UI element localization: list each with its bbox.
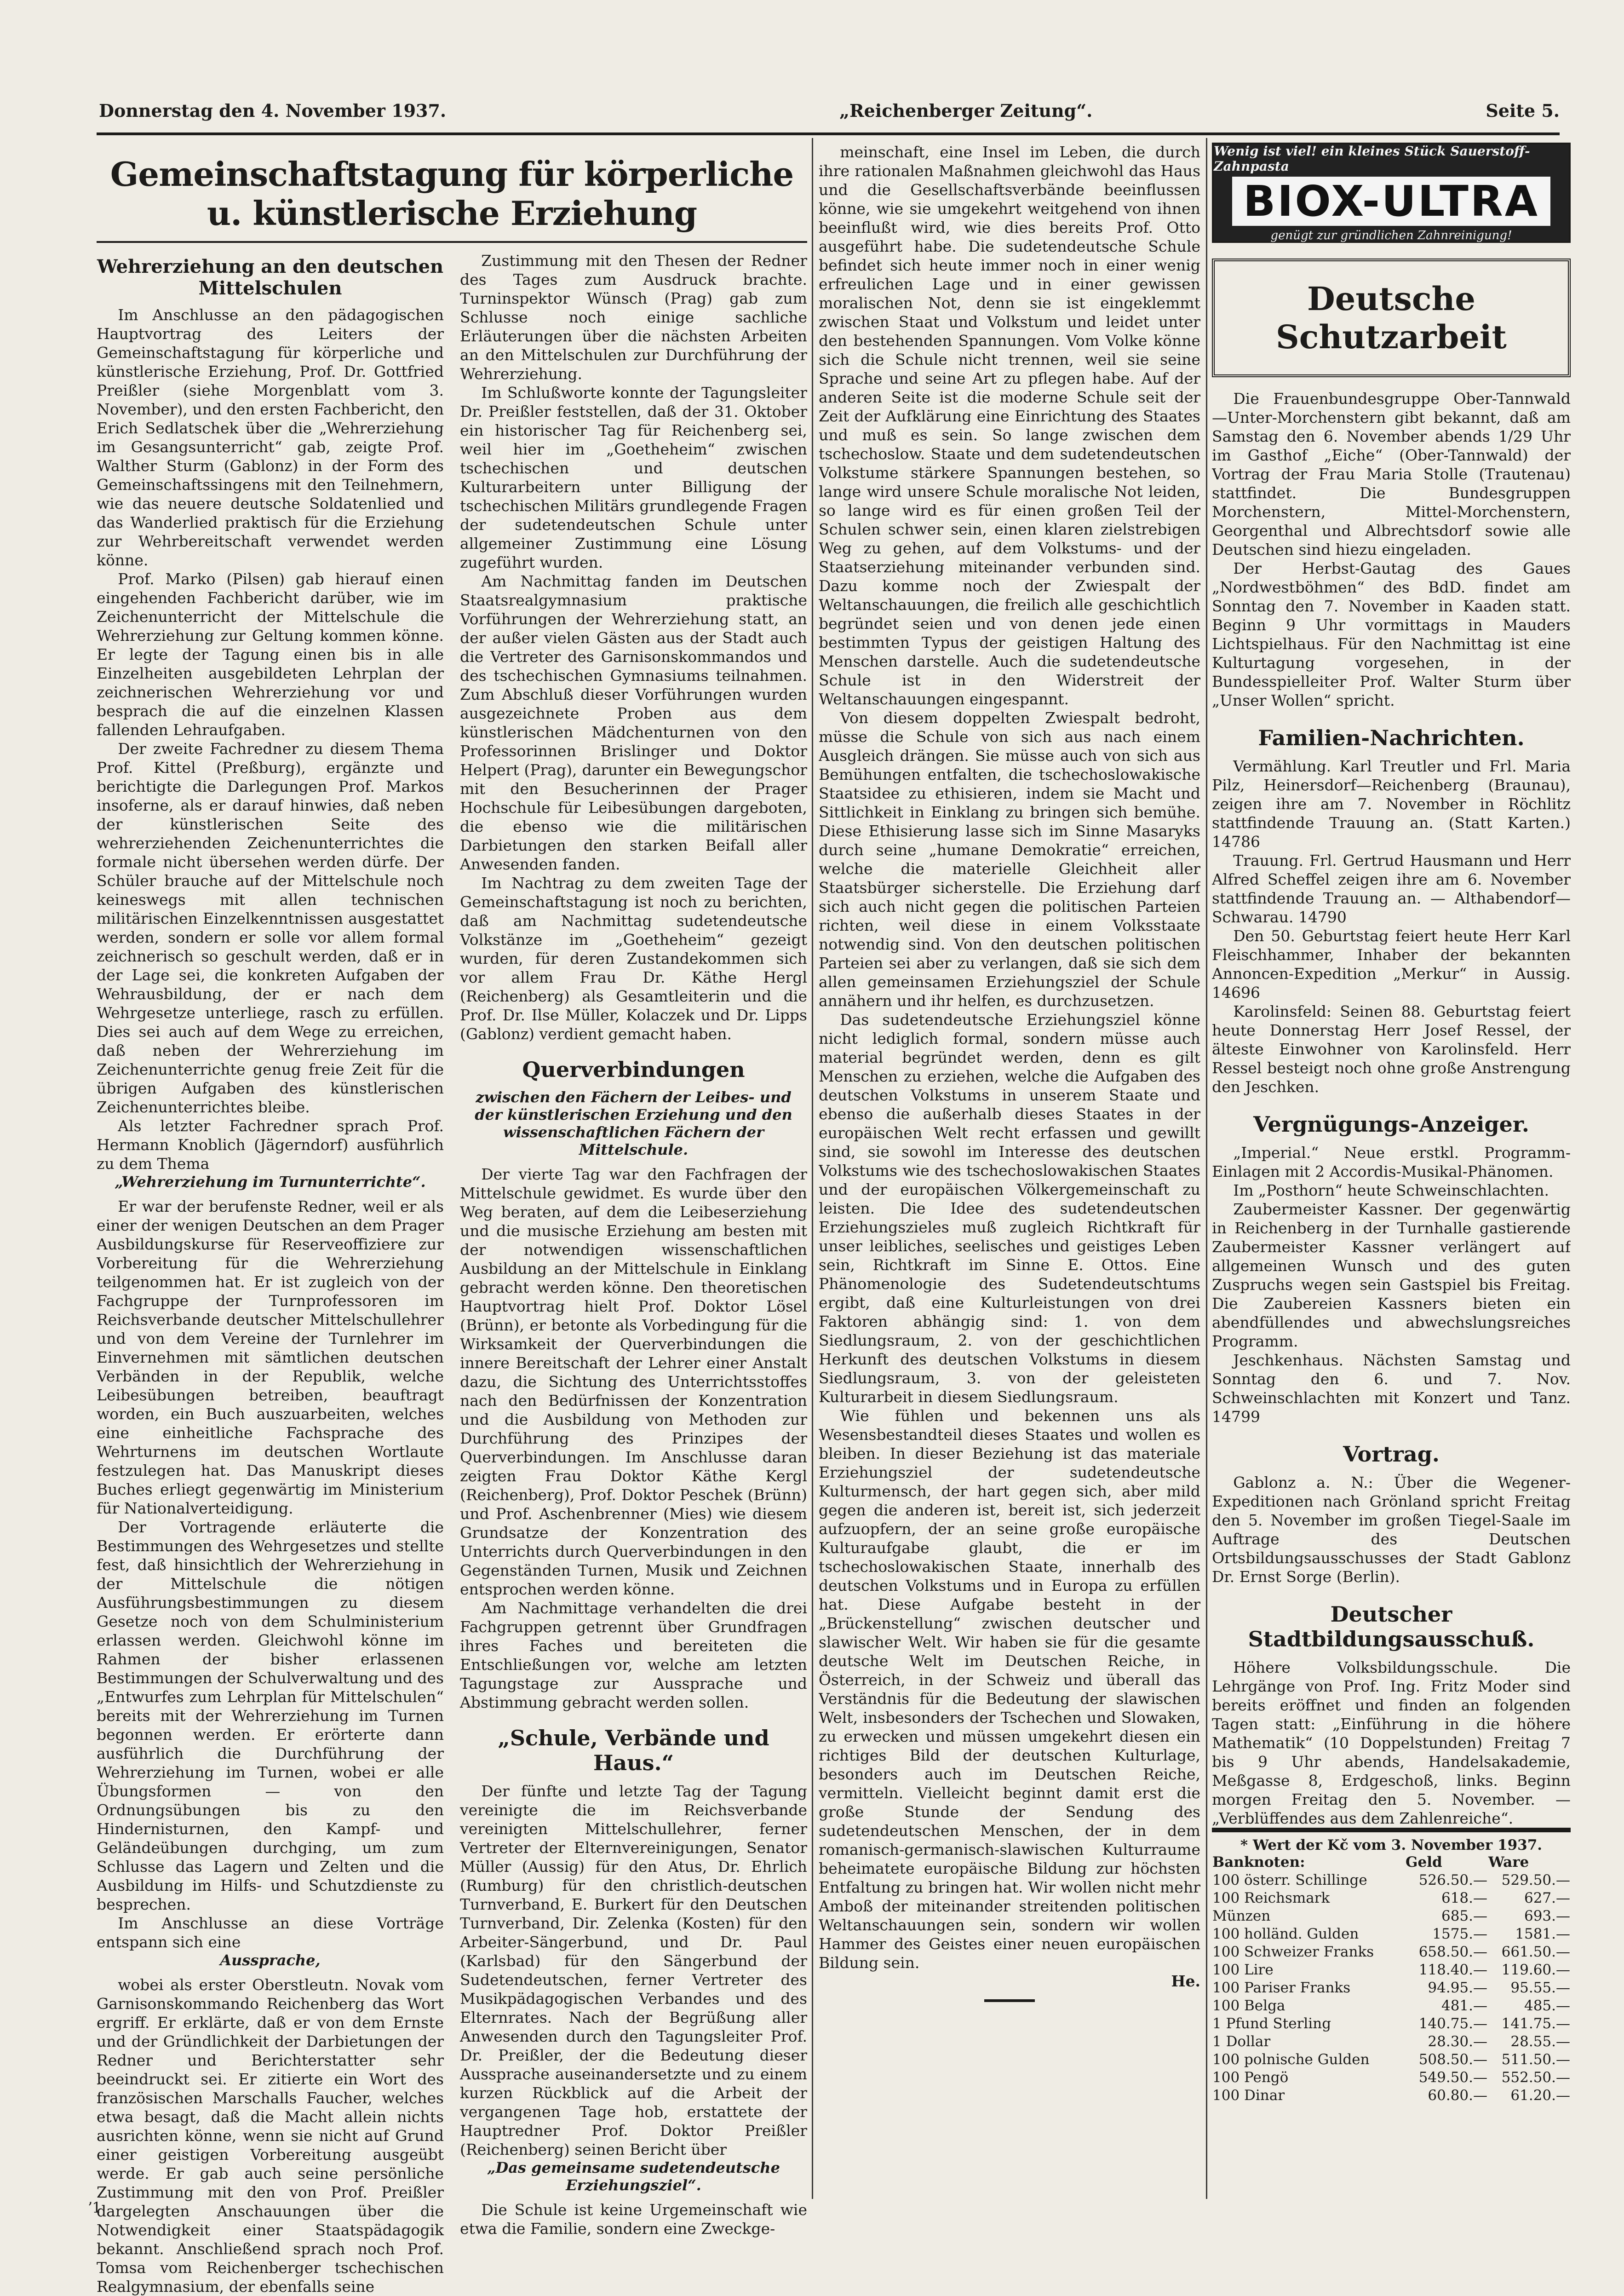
article-paragraph: Am Nachmittag fanden im Deutschen Staatsrealgymnasium praktische Vorführungen der Wehrerziehung statt, an der außer vielen Gästen aus der Stadt auch die Vertreter des Garnisonskommandos und des tschechischen Gymnasiums teilnahmen. Zum Abschluß dieser Vorführungen wurden ausgezeichnete Proben aus dem künstlerischen Mädchenturnen von den Professorinnen Brislinger und Doktor Helpert (Prag), darunter ein Bewegungschor mit den Besucherinnen der Prager Hochschule für Leibesübungen dargeboten, die ebenso wie die militärischen Darbietungen den starken Beifall aller Anwesenden fanden. bbox=[460, 572, 807, 873]
table-row bbox=[1212, 1925, 1571, 1943]
table-row bbox=[1212, 2087, 1571, 2105]
article-paragraph: Im Nachtrag zu dem zweiten Tage der Gemeinschaftstagung ist noch zu berichten, daß am Nachmittag sudetendeutsche Volkstänze im „Goetheheim“ gezeigt wurden, für deren Zustandekommen sich vor allem Frau Dr. Käthe Hergl (Reichenberg) als Gesamtleiterin und die Prof. Dr. Ilse Müller, Kolaczek und Dr. Lipps (Gablonz) verdient gemacht haben. bbox=[460, 874, 807, 1043]
article-paragraph: Wie fühlen und bekennen uns als Wesensbestandteil dieses Staates und wollen es bleiben. In dieser Beziehung ist das materiale Erziehungsziel der sudetendeutsche Kulturmensch, der hart gegen sich, aber mild gegen die anderen ist, bereit ist, sich jederzeit aufzuopfern, der an seine große europäische Kulturaufgabe glaubt, die er im tschechoslowakischen Staate, innerhalb des deutschen Volkstums und in Europa zu erfüllen hat. Diese Aufgabe besteht in der „Brückenstellung“ zwischen deutscher und slawischer Welt. Wir haben sie für die gesamte deutsche Welt im Deutschen Reiche, in Österreich, in der Schweiz und überall das Verständnis für die Bedeutung der slawischen Welt, insbesonders der Tschechen und Slowaken, zu erwecken und müssen umgekehrt diesen ein richtiges Bild der deutschen Kulturlage, besonders auch im Deutschen Reiche, vermitteln. Vielleicht beginnt damit erst die große Stunde der Sendung des sudetendeutschen Menschen, der in dem romanisch-germanisch-slawischen Kulturraume beheimatete europäische Bildung zur höchsten Entfaltung zu bringen hat. Wir wollen nicht mehr Amboß der miteinander streitenden politischen Weltanschauungen sein, sondern wir wollen Hammer des Geistes einer neuen europäischen Bildung sein. bbox=[819, 1407, 1200, 1972]
schutzarbeit-title: Deutsche Schutzarbeit bbox=[1212, 259, 1571, 377]
column-divider bbox=[812, 138, 813, 2199]
family-news-title: Familien-Nachrichten. bbox=[1258, 725, 1525, 750]
notice-paragraph: Den 50. Geburtstag feiert heute Herr Karl Fleischhammer, Inhaber der bekannten Annoncen-Expedition „Merkur“ in Aussig. 14696 bbox=[1212, 927, 1571, 1001]
article-paragraph: Er war der berufenste Redner, weil er als einer der wenigen Deutschen an dem Prager Ausbildungskurse für Reserveoffiziere zur Vorbereitung für die Wehrerziehung teilgenommen hat. Er ist zugleich von der Fachgruppe der Turnprofessoren im Reichsverbande deutscher Mittelschullehrer und von dem Vereine der Turnlehrer im Einvernehmen mit sämtlichen deutschen Verbänden in der Republik, welche Leibesübungen betreiben, beauftragt worden, ein Buch auszuarbeiten, welches eine einheitliche Fachsprache des Wehrturnens im deutschen Wortlaute festzulegen hat. Das Manuskript dieses Buches erliegt gegenwärtig im Ministerium für Nationalverteidigung. bbox=[97, 1197, 444, 1517]
ad-slogan: Wenig ist viel! ein kleines Stück Sauerstoff-Zahnpasta bbox=[1214, 143, 1530, 174]
author-signoff: He. bbox=[1171, 1972, 1200, 1990]
header-date: Donnerstag den 4. November 1937. bbox=[99, 100, 447, 121]
rate-sell: 61.20.— bbox=[1510, 2087, 1570, 2104]
rate-buy: 60.80.— bbox=[1428, 2087, 1488, 2104]
section-heading: „Schule, Verbände und Haus.“ bbox=[498, 1726, 769, 1775]
rate-buy: 28.30.— bbox=[1428, 2033, 1488, 2050]
section-heading: Querverbindungen bbox=[522, 1057, 745, 1082]
rate-buy: 508.50.— bbox=[1418, 2051, 1488, 2068]
rate-name: 1 Dollar bbox=[1212, 2033, 1271, 2050]
column-divider bbox=[1206, 138, 1207, 2199]
rate-sell: 627.— bbox=[1524, 1890, 1570, 1906]
rate-name: 100 österr. Schillinge bbox=[1212, 1872, 1367, 1888]
rate-name: Münzen bbox=[1212, 1908, 1271, 1924]
exchange-rates-table bbox=[1212, 1853, 1571, 2105]
article-paragraph: Im Anschlusse an diese Vorträge entspann sich eine bbox=[97, 1914, 444, 1951]
table-header-row bbox=[1212, 1853, 1571, 1871]
exchange-rates-title: * Wert der Kč vom 3. November 1937. bbox=[1212, 1828, 1571, 1853]
notice-paragraph: „Imperial.“ Neue erstkl. Programm-Einlagen mit 2 Accordis-Musikal-Phänomen. bbox=[1212, 1144, 1571, 1180]
notice-paragraph: Trauung. Frl. Gertrud Hausmann und Herr Alfred Scheffel zeigen ihre am 6. November stattfindende Trauung an. — Althabendorf—Schwarau. 14790 bbox=[1212, 852, 1571, 926]
rate-buy: 94.95.— bbox=[1428, 1980, 1488, 1996]
rate-name: 1 Pfund Sterling bbox=[1212, 2015, 1331, 2032]
main-article bbox=[97, 143, 807, 2296]
corner-mark: ʼ1 bbox=[87, 2199, 102, 2216]
notice-paragraph: Gablonz a. N.: Über die Wegener-Expeditionen nach Grönland spricht Freitag den 5. November im großen Tiegel-Saale im Auftrage des Deutschen Ortsbildungsausschusses der Stadt Gablonz Dr. Ernst Sorge (Berlin). bbox=[1212, 1473, 1571, 1586]
article-paragraph: Die Schule ist keine Urgemeinschaft wie etwa die Familie, sondern eine Zweckge- bbox=[460, 2201, 807, 2238]
article-paragraph: Am Nachmittage verhandelten die drei Fachgruppen getrennt über Grundfragen ihres Faches und bereiteten die Entschließungen vor, welche am letzten Tagungstage zur Aussprache und Abstimmung gebracht werden sollen. bbox=[460, 1599, 807, 1711]
notice-paragraph: Höhere Volksbildungsschule. Die Lehrgänge von Prof. Ing. Fritz Moder sind bereits eröffnet und finden an folgenden Tagen statt: „Einführung in die höhere Mathematik“ (10 Doppelstunden) Freitag 7 bis 9 Uhr abends, Handelsakademie, Meßgasse 8, Erdgeschoß, links. Beginn morgen Freitag den 5. November. — „Verblüffendes aus dem Zahlenreiche“. bbox=[1212, 1658, 1571, 1827]
rate-buy: 481.— bbox=[1441, 1997, 1488, 2014]
table-row bbox=[1212, 1907, 1571, 1925]
toothpaste-advertisement bbox=[1212, 143, 1571, 243]
rate-sell: 95.55.— bbox=[1510, 1980, 1570, 1996]
ad-tagline: genügt zur gründlichen Zahnreinigung! bbox=[1270, 228, 1512, 242]
rate-sell: 485.— bbox=[1524, 1997, 1570, 2014]
header-page-number: Seite 5. bbox=[1486, 100, 1560, 121]
article-paragraph: Das sudetendeutsche Erziehungsziel könne nicht lediglich formal, sondern müsse auch material begründet werden, denn es gilt Menschen zu erziehen, welche die Aufgaben des deutschen Volkstums in unserem Staate und ebenso die außerhalb dieses Staates in der europäischen Welt recht erfassen und gewillt sind, sie sowohl im Interesse des deutschen Volkstums wie des tschechoslowakischen Staates und der europäischen Völkergemeinschaft zu leisten. Die Idee des sudetendeutschen Erziehungszieles muß zugleich Richtkraft für unser leibliches, seelisches und geistiges Leben sein, Richtkraft im Sinne E. Ottos. Eine Phänomenologie des Sudetendeutschtums ergibt, daß eine Kulturleistungen von drei Faktoren abhängig sind: 1. von dem Siedlungsraum, 2. von der geschichtlichen Herkunft des deutschen Volkstums in diesem Siedlungsraum, 3. von der geleisteten Kulturarbeit in diesem Siedlungsraum. bbox=[819, 1011, 1200, 1406]
lecture-title: Vortrag. bbox=[1343, 1442, 1440, 1467]
article-paragraph: Der vierte Tag war den Fachfragen der Mittelschule gewidmet. Es wurde über den Weg beraten, auf dem die Leibeserziehung und die musische Erziehung am besten mit der notwendigen wissenschaftlichen Ausbildung an der Mittelschule in Einklang gebracht werden könne. Den theoretischen Hauptvortrag hielt Prof. Doktor Lösel (Brünn), er betonte als Vorbedingung für die Wirksamkeit der Querverbindungen die innere Bereitschaft der Lehrer einer Anstalt dazu, die Sichtung des Unterrichtsstoffes nach den Bedürfnissen der Konzentration und die Ausbildung von Methoden zur Durchführung des Prinzipes der Querverbindungen. Im Anschlusse daran zeigten Frau Doktor Käthe Kergl (Reichenberg), Prof. Doktor Peschek (Brünn) und Prof. Aschenbrenner (Mies) wie diesem Grundsatze der Konzentration des Unterrichts durch Querverbindungen in den Gegenständen Turnen, Musik und Zeichnen entsprochen werden könne. bbox=[460, 1165, 807, 1598]
article-paragraph: Zustimmung mit den Thesen der Redner des Tages zum Ausdruck brachte. Turninspektor Wünsch (Prag) gab zum Schlusse noch einige sachliche Erläuterungen über die nächsten Arbeiten an den Mittelschulen zur Durchführung der Wehrerziehung. bbox=[460, 252, 807, 383]
table-row bbox=[1212, 2051, 1571, 2069]
rate-name: 100 Reichsmark bbox=[1212, 1890, 1330, 1906]
notice-paragraph: Vermählung. Karl Treutler und Frl. Maria Pilz, Heinersdorf—Reichenberg (Braunau), zeigen ihre am 7. November in Röchlitz stattfindende Trauung an. (Statt Karten.) 14786 bbox=[1212, 757, 1571, 851]
entertainment-title: Vergnügungs-Anzeiger. bbox=[1253, 1112, 1529, 1137]
table-row bbox=[1212, 2015, 1571, 2033]
rate-name: 100 polnische Gulden bbox=[1212, 2051, 1370, 2068]
rate-name: 100 Dinar bbox=[1212, 2087, 1285, 2104]
article-paragraph: Von diesem doppelten Zwiespalt bedroht, müsse die Schule von sich aus nach einem Ausgleich drängen. Sie müsse auch von sich aus Bemühungen entfalten, die tschechoslowakische Staatsidee zu ethisieren, indem sie Macht und Sittlichkeit in Einklang zu bringen sich bemühe. Diese Ethisierung lasse sich im Sinne Masaryks durch seine „humane Demokratie“ erreichen, welche die materielle Gleichheit aller Staatsbürger sicherstelle. Die Erziehung darf sich auch nicht gegen die politischen Parteien richten, weil diese in einem Volksstaate notwendig sind. Von den deutschen politischen Parteien sei aber zu verlangen, daß sie sich dem allen gemeinsamen Erziehungsziel der Schule annähern und ihr helfen, es durchzusetzen. bbox=[819, 709, 1200, 1010]
article-paragraph: meinschaft, eine Insel im Leben, die durch ihre rationalen Maßnahmen gleichwohl das Haus und die Gesellschaftsverbände beeinflussen könne, wie sie umgekehrt weitgehend von ihnen beeinflußt wird, wie dies bereits Prof. Otto ausgeführt habe. Die sudetendeutsche Schule befindet sich heute immer noch in einer wenig erfreulichen Lage und in einer gewissen moralischen Not, denn sie ist eingeklemmt zwischen Staat und Volkstum und leidet unter den bestehenden Spannungen. Vom Volke könne sich die Schule nicht trennen, weil sie seine Sprache und seine Art zu pflegen habe. Auf der anderen Seite ist die moderne Schule seit der Zeit der Aufklärung eine Einrichtung des Staates und muß es sein. So lange zwischen dem tschechoslow. Staate und dem sudetendeutschen Volkstume stärkere Spannungen bestehen, so lange wird unsere Schule moralische Not leiden, so lange wird es für einen großen Teil der Schulen schwer sein, einen klaren zielstrebigen Weg zu gehen, auf dem Volkstums- und der Staatserziehung miteinander verbunden sind. Dazu komme noch der Zwiespalt der Weltanschauungen, die freilich alle geschichtlich begründet seien und von denen jede einen bestimmten Typus der geistigen Haltung des Menschen darstelle. Auch die sudetendeutsche Schule ist in den Widerstreit der Weltanschauungen eingespannt. bbox=[819, 143, 1200, 708]
rate-buy: 1575.— bbox=[1432, 1926, 1488, 1942]
article-paragraph: Der Vortragende erläuterte die Bestimmungen des Wehrgesetzes und stellte fest, daß hinsichtlich der Wehrerziehung in der Mittelschule die nötigen Ausführungsbestimmungen zu diesem Gesetze noch von dem Schulministerium erlassen werden. Gleichwohl könne im Rahmen der bisher erlassenen Bestimmungen der Schulverwaltung und des „Entwurfes zum Lehrplan für Mittelschulen“ bereits mit der Wehrerziehung im Turnen begonnen werden. Er erörterte dann ausführlich die Durchführung der Wehrerziehung im Turnen, wobei er alle Übungsformen — von den Ordnungsübungen bis zu den Hindernisturnen, den Kampf- und Geländeübungen durchging, um zum Schlusse das Lagern und Zelten und die Ausbildung im Hilfs- und Schutzdienste zu besprechen. bbox=[97, 1518, 444, 1913]
table-row bbox=[1212, 2069, 1571, 2087]
rate-name: 100 Belga bbox=[1212, 1997, 1285, 2014]
rate-name: 100 Schweizer Franks bbox=[1212, 1944, 1374, 1960]
section-subheading: zwischen den Fächern der Leibes- und der künstlerischen Erziehung und den wissenschaftlichen Fächern der Mittelschule. bbox=[475, 1088, 792, 1158]
article-paragraph: wobei als erster Oberstleutn. Novak vom Garnisonskommando Reichenberg das Wort ergriff. Er erklärte, daß er von dem Ernste und der Gründlichkeit der Darbietungen der Redner und Berichterstatter sehr beeindruckt sei. Er zitierte ein Wort des französischen Marschalls Faucher, welches etwa besagt, daß die Macht allein nichts ausrichten könne, wenn sie nicht auf Grund einer geistigen Vorbereitung ausgeübt werde. Er gab auch seine persönliche Zustimmung mit den von Prof. Preißler dargelegten Anschauungen über die Notwendigkeit einer Staatspädagogik bekannt. Anschließend sprach noch Prof. Tomsa vom Reichenberger tschechischen Realgymnasium, der ebenfalls seine bbox=[97, 1976, 444, 2296]
end-rule bbox=[984, 1999, 1035, 2002]
section-heading: Aussprache, bbox=[220, 1951, 321, 1969]
rate-sell: 511.50.— bbox=[1501, 2051, 1570, 2068]
article-paragraph: Der fünfte und letzte Tag der Tagung vereinigte die im Reichsverbande vereinigten Mittelschullehrer, ferner Vertreter der Elternvereinigungen, Senator Müller (Aussig) für den Atus, Dr. Ehrlich (Rumburg) für den christlich-deutschen Turnverband, E. Burkert für den Deutschen Turnverband, Dir. Zelenka (Kosten) für den Arbeiter-Sängerbund, und Dr. Paul (Karlsbad) für den Sängerbund der Sudetendeutschen, ferner Vertreter des Musikpädagogischen Verbandes und des Elternrates. Nach der Begrüßung aller Anwesenden durch den Tagungsleiter Prof. Dr. Preißler, der die Bedeutung dieser Aussprache auseinandersetzte und zu einem kurzen Rückblick auf die Arbeit der vergangenen Tage hob, erstattete der Hauptredner Prof. Doktor Preißler (Reichenberg) seinen Bericht über bbox=[460, 1782, 807, 2158]
section-heading: „Wehrerziehung im Turnunterrichte“. bbox=[115, 1173, 426, 1191]
rate-buy: 118.40.— bbox=[1418, 1962, 1488, 1978]
rate-buy: 140.75.— bbox=[1418, 2015, 1488, 2032]
rate-name: 100 Pengö bbox=[1212, 2069, 1289, 2086]
notice-paragraph: Der Herbst-Gautag des Gaues „Nordwestböhmen“ des BdD. findet am Sonntag den 7. November in Kaaden statt. Beginn 9 Uhr vormittags in Mauders Lichtspielhaus. Für den Nachmittag ist eine Kulturtagung vorgesehen, in der Bundesspielleiter Prof. Walter Sturm über „Unser Wollen“ spricht. bbox=[1212, 559, 1571, 709]
article-columns bbox=[97, 251, 807, 2296]
article-paragraph: Als letzter Fachredner sprach Prof. Hermann Knoblich (Jägerndorf) ausführlich zu dem Thema bbox=[97, 1117, 444, 1173]
column-header: Banknoten: bbox=[1212, 1854, 1305, 1870]
table-row bbox=[1212, 1979, 1571, 1997]
header-paper-name: „Reichenberger Zeitung“. bbox=[839, 100, 1093, 121]
rate-name: 100 Lire bbox=[1212, 1962, 1274, 1978]
article-paragraph: Im Schlußworte konnte der Tagungsleiter Dr. Preißler feststellen, daß der 31. Oktober ein historischer Tag für Reichenberg sei, weil hier im „Goetheheim“ zwischen tschechischen und deutschen Kulturarbeitern unter Billigung der tschechischen Militärs grundlegende Fragen der sudetendeutschen Schule unter allgemeiner Zustimmung eine Lösung zugeführt wurden. bbox=[460, 384, 807, 571]
rate-buy: 618.— bbox=[1441, 1890, 1488, 1906]
rate-sell: 552.50.— bbox=[1501, 2069, 1570, 2086]
rate-sell: 693.— bbox=[1524, 1908, 1570, 1924]
article-title: Gemeinschaftstagung für körperliche u. künstlerische Erziehung bbox=[97, 155, 807, 243]
header-rule bbox=[97, 132, 1560, 135]
column-header: Ware bbox=[1488, 1854, 1529, 1870]
rate-sell: 119.60.— bbox=[1501, 1962, 1570, 1978]
rate-buy: 549.50.— bbox=[1418, 2069, 1488, 2086]
notice-paragraph: Im „Posthorn“ heute Schweinschlachten. bbox=[1233, 1181, 1549, 1199]
ad-brand: BIOX-ULTRA bbox=[1232, 177, 1550, 226]
notice-paragraph: Jeschkenhaus. Nächsten Samstag und Sonntag den 6. und 7. Nov. Schweinschlachten mit Konzert und Tanz. 14799 bbox=[1212, 1351, 1571, 1426]
article-paragraph: Im Anschlusse an den pädagogischen Hauptvortrag des Leiters der Gemeinschaftstagung für körperliche und künstlerische Erziehung, Prof. Dr. Gottfried Preißler (siehe Morgenblatt vom 3. November), und den ersten Fachbericht, den Erich Sedlatschek über die „Wehrerziehung im Gesangsunterricht“ gab, zeigte Prof. Walther Sturm (Gablonz) in der Form des Gemeinschaftssingens mit den Teilnehmern, wie das neuere deutsche Soldatenlied und das Wanderlied praktisch für die Erziehung zur Wehrbereitschaft verwendet werden könne. bbox=[97, 306, 444, 569]
rate-sell: 141.75.— bbox=[1501, 2015, 1570, 2032]
city-education-title: Deutscher Stadtbildungsausschuß. bbox=[1248, 1602, 1535, 1652]
article-column-1 bbox=[97, 251, 444, 2296]
rate-buy: 526.50.— bbox=[1418, 1872, 1488, 1888]
table-row bbox=[1212, 1889, 1571, 1907]
notice-paragraph: Karolinsfeld: Seinen 88. Geburtstag feiert heute Donnerstag Herr Josef Ressel, der älteste Einwohner von Karolinsfeld. Herr Ressel besteigt noch ohne große Anstrengung den Jeschken. bbox=[1212, 1002, 1571, 1096]
notices-column bbox=[1212, 143, 1571, 2105]
rate-buy: 658.50.— bbox=[1418, 1944, 1488, 1960]
rate-buy: 685.— bbox=[1441, 1908, 1488, 1924]
table-row bbox=[1212, 2033, 1571, 2051]
article-paragraph: Der zweite Fachredner zu diesem Thema Prof. Kittel (Preßburg), ergänzte und berichtigte die Darlegungen Prof. Markos insoferne, als er darauf hinwies, daß neben der künstlerischen Seite des wehrerziehenden Zeichenunterrichtes die formale nicht übersehen werden dürfe. Der Schüler brauche auf der Mittelschule noch keineswegs mit allen technischen militärischen Einzelkenntnissen ausgestattet werden, sondern er solle vor allem formal zeichnerisch so geschult werden, daß er in der Lage sei, die konkreten Aufgaben der Wehrausbildung, der er nach dem Wehrgesetze unterliege, rasch zu erfüllen. Dies sei auch auf dem Wege zu erreichen, daß neben der Wehrerziehung im Zeichenunterrichte genug freie Zeit für die übrigen Aufgaben des künstlerischen Zeichenunterrichtes bleibe. bbox=[97, 740, 444, 1116]
article-column-3 bbox=[819, 143, 1200, 2011]
table-row bbox=[1212, 1943, 1571, 1961]
notice-paragraph: Zaubermeister Kassner. Der gegenwärtig in Reichenberg in der Turnhalle gastierende Zaubermeister Kassner verlängert auf allgemeinen Wunsch und des guten Zuspruchs wegen sein Gastspiel bis Freitag. Die Zaubereien Kassners bieten ein abendfüllendes und abwechslungsreiches Programm. bbox=[1212, 1200, 1571, 1350]
article-paragraph: Prof. Marko (Pilsen) gab hierauf einen eingehenden Fachbericht darüber, wie im Zeichenunterricht der Mittelschule die Wehrerziehung zur Geltung kommen könne. Er legte der Tagung einen bis in alle Einzelheiten ausgebildeten Lehrplan der zeichnerischen Wehrerziehung vor und besprach die auf die einzelnen Klassen fallenden Lehraufgaben. bbox=[97, 570, 444, 739]
page-header bbox=[99, 94, 1560, 127]
table-row bbox=[1212, 1997, 1571, 2015]
article-subtitle: Wehrerziehung an den deutschen Mittelschulen bbox=[97, 256, 444, 299]
rate-sell: 661.50.— bbox=[1501, 1944, 1570, 1960]
rate-name: 100 Pariser Franks bbox=[1212, 1980, 1351, 1996]
table-row bbox=[1212, 1961, 1571, 1979]
rate-sell: 1581.— bbox=[1515, 1926, 1570, 1942]
exchange-rates-body bbox=[1212, 1871, 1571, 2105]
section-subheading: „Das gemeinsame sudetendeutsche Erziehungsziel“. bbox=[487, 2159, 780, 2194]
rate-sell: 28.55.— bbox=[1510, 2033, 1570, 2050]
article-column-2 bbox=[460, 251, 807, 2296]
notice-paragraph: Die Frauenbundesgruppe Ober-Tannwald —Unter-Morchenstern gibt bekannt, daß am Samstag den 6. November abends 1/29 Uhr im Gasthof „Eiche“ (Ober-Tannwald) der Vortrag der Frau Maria Stolle (Trautenau) stattfindet. Die Bundesgruppen Morchenstern, Mittel-Morchenstern, Georgenthal und Albrechtsdorf sowie alle Deutschen sind hiezu eingeladen. bbox=[1212, 390, 1571, 558]
table-row bbox=[1212, 1871, 1571, 1889]
column-header: Geld bbox=[1406, 1854, 1442, 1870]
rate-sell: 529.50.— bbox=[1501, 1872, 1570, 1888]
rate-name: 100 holländ. Gulden bbox=[1212, 1926, 1359, 1942]
